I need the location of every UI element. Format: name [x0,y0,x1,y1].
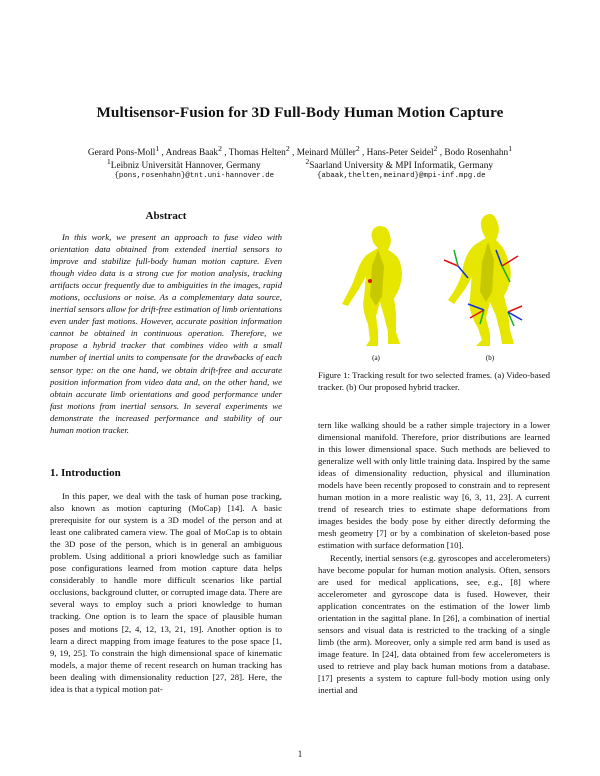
author-affiliation-mark: 2 [355,144,360,153]
figure-b-label: (b) [485,354,495,362]
author-affiliation-mark: 1 [508,144,513,153]
right-column-paragraph-1: tern like walking should be a rather simple trajectory in a lower dimensional manifold. Therefore, prior distributions are learned in this lower dimensional space. Such methods are believed to generalize well with only little training data. Inspired by the same ideas of dimensionality reduction, physical and illumination models have been recently proposed to constrain and to represent human motion in a more realistic way [6, 3, 11, 23]. A current trend of research tries to estimate shape deformations from images besides the body pose by either directly deforming the mesh geometry [7] or by a combination of skeleton-based pose estimation with surface deformation [10]. [318,420,550,551]
right-column-paragraph-2: Recently, inertial sensors (e.g. gyroscopes and accelerometers) have become popular for human motion analysis. Often, sensors are used for medical applications, see, e.g., [8] where accelerometer and gyroscope data is fused. However, their application concentrates on the estimation of the lower limb orientation in the sagittal plane. In [26], a combination of inertial sensors and visual data is restricted to the tracking of a single limb (the arm). Moreover, only a simple red arm band is used as image feature. In [24], data obtained from few accelerometers is used to retrieve and play back human motions from a database. [17] presents a system to capture full-body motion using only inertial and [318,552,550,696]
affiliation-2: $^2$Saarland University & MPI Informatik, Germany [305,157,494,172]
right-column-text [318,419,550,696]
figure-1 [318,206,550,366]
abstract-heading: Abstract [145,210,187,222]
author-name: Hans-Peter Seidel [366,148,434,159]
abstract-text: In this work, we present an approach to fuse video with orientation data obtained from extended inertial sensors to improve and stabilize full-body human motion capture. Even though video data is a strong cue for motion analysis, tracking artifacts occur frequently due to ambiguities in the images, rapid motions, occlusions or noise. As a complementary data source, inertial sensors allow for drift-free estimation of limb orientations even under fast motions. However, accurate position information cannot be obtained in continuous operation. Therefore, we propose a hybrid tracker that combines video with a small number of inertial units to compensate for the drawbacks of each sensor type: on the one hand, we obtain drift-free and accurate position information from video data and, on the other hand, we obtain accurate limb orientations and good performance under fast motions from inertial sensors. In several experiments we demonstrate the increased performance and stability of our human motion tracker. [50,232,282,435]
tracking-frame-b [444,214,522,346]
figure-1-image [318,206,550,366]
author-name: Gerard Pons-Moll [87,148,156,159]
author-affiliation-mark: 2 [433,144,438,153]
affiliations [40,156,560,172]
axis-1-x [444,260,458,266]
axis-1-y [454,250,458,266]
paper-title: Multisensor-Fusion for 3D Full-Body Human Motion Capture [96,104,504,121]
author-separator: , [359,148,367,159]
page-number: 1 [297,749,303,759]
author-name: Andreas Baak [165,148,219,159]
affiliation-1: $^1$Leibniz Universität Hannover, Germany [106,157,261,172]
axis-4-x [508,306,522,312]
intro-heading: 1. Introduction [50,467,121,479]
figure-1-caption: Figure 1: Tracking result for two selected frames. (a) Video-based tracker. (b) Our proposed hybrid tracker. [318,370,550,393]
author-separator: , [159,148,166,159]
email-2: {abaak,thelten,meinard}@mpi-inf.mpg.de [317,172,486,180]
author-name: Thomas Helten [228,148,286,159]
author-name: Meinard Müller [296,148,356,159]
author-name: Bodo Rosenhahn [444,148,509,159]
figure-a-marker [368,279,372,283]
author-affiliation-mark: 2 [285,144,290,153]
emails [40,171,560,182]
author-affiliation-mark: 1 [155,144,160,153]
author-separator: , [221,148,229,159]
tracking-frame-a [342,226,402,346]
intro-text: In this paper, we deal with the task of human pose tracking, also known as motion capturing (MoCap) [14]. A basic prerequisite for our system is a 3D model of the person and at least one calibrated camera view. The goal of MoCap is to obtain the 3D pose of the person, which is in general an ambiguous problem. Using additional a priori knowledge such as familiar pose configurations learned from motion capture data helps considerably to handle more difficult scenarios like partial occlusions, background clutter, or corrupted image data. There are several ways to employ such a priori knowledge to human tracking. One option is to learn the space of plausible human poses and motions [2, 4, 12, 13, 21, 19]. Another option is to learn a direct mapping from image features to the pose space [1, 9, 19, 25]. To constrain the high dimensional space of kinematic models, a major theme of recent research on human tracking has been dealing with dimensionality reduction [27, 28]. Here, the idea is that a typical motion pat- [50,491,282,694]
author-separator: , [289,148,297,159]
email-1: {pons,rosenhahn}@tnt.uni-hannover.de [114,172,275,180]
figure-a-label: (a) [372,354,380,362]
author-affiliation-mark: 2 [218,144,222,153]
author-separator: , [437,148,445,159]
